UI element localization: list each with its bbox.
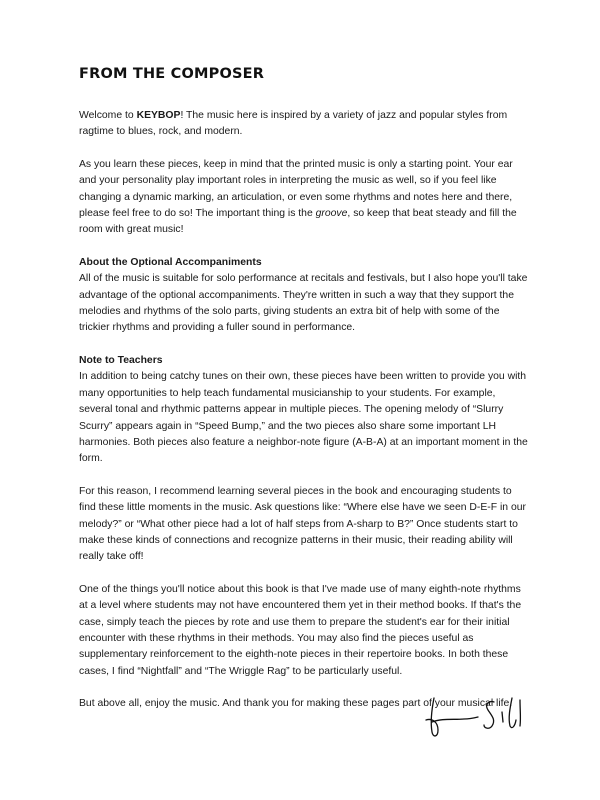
intro-paragraph-1 xyxy=(79,108,529,141)
book-name: KEYBOP xyxy=(136,110,181,121)
closing-paragraph: But above all, enjoy the music. And thank you for making these pages part of your musical life. xyxy=(79,698,513,710)
document-page xyxy=(79,66,529,713)
teachers-paragraph-3: One of the things you'll notice about this book is that I've made use of many eighth-note rhythms at a level where students may not have encountered them yet in their method books. If that's the case, simply teach the pieces by rote and use them to prepare the student's ear for their initial encounter with these rhythms in their methods. You may also find the pieces useful as supplementary reinforcement to the eighth-note pieces in their repertoire books. In both these cases, I find “Nightfall” and “The Wriggle Rag” to be particularly useful. xyxy=(79,583,522,677)
intro-text-end: ! The music here is inspired by a variety of jazz and popular styles from ragtime to blues, rock, and modern. xyxy=(79,110,508,138)
groove-emphasis: groove xyxy=(315,208,348,220)
intro-text-start: Welcome to xyxy=(79,110,137,121)
intro-2-text-start: As you learn these pieces, keep in mind that the printed music is only a starting point. Your ear and your personality play important roles in interpreting the music as well, so if you feel like changing a dynamic marking, an articulation, or even some rhythms and notes here and there, please feel free to do so! The important thing is the xyxy=(79,158,513,220)
teachers-paragraph-1: In addition to being catchy tunes on their own, these pieces have been written to provide you with many opportunities to help teach fundamental musicianship to your students. For example, several tonal and rhythmic patterns appear in multiple pieces. The opening melody of “Slurry Scurry” appears again in “Speed Bump,” and the two pieces also share some important LH harmonies. Both pieces also feature a neighbor-note figure (A-B-A) at an important moment in the form. xyxy=(79,371,528,465)
teachers-heading: Note to Teachers xyxy=(79,354,163,366)
page-title: FROM THE COMPOSER xyxy=(79,66,265,82)
intro-2-text-end: , so keep that beat steady and fill the room with great music! xyxy=(79,208,517,236)
teachers-paragraph-2: For this reason, I recommend learning several pieces in the book and encouraging students to find these little moments in the music. Ask questions like: “Where else have we seen D-E-F in our melody?” or “What other piece had a lot of half steps from A-sharp to B?” Once students start to make these kinds of connections and recognize patterns in their music, their reading ability will really take off! xyxy=(79,485,526,563)
accompaniments-heading: About the Optional Accompaniments xyxy=(79,256,262,268)
intro-paragraph-2 xyxy=(79,157,529,239)
accompaniments-paragraph: All of the music is suitable for solo performance at recitals and festivals, but I also hope you'll take advantage of the optional accompaniments. They're written in such a way that they support the melodies and rhythms of the solo parts, giving students an extra bit of help with some of the trickier rhythms and providing a fuller sound in performance. xyxy=(79,273,528,334)
signature-icon xyxy=(420,692,530,742)
